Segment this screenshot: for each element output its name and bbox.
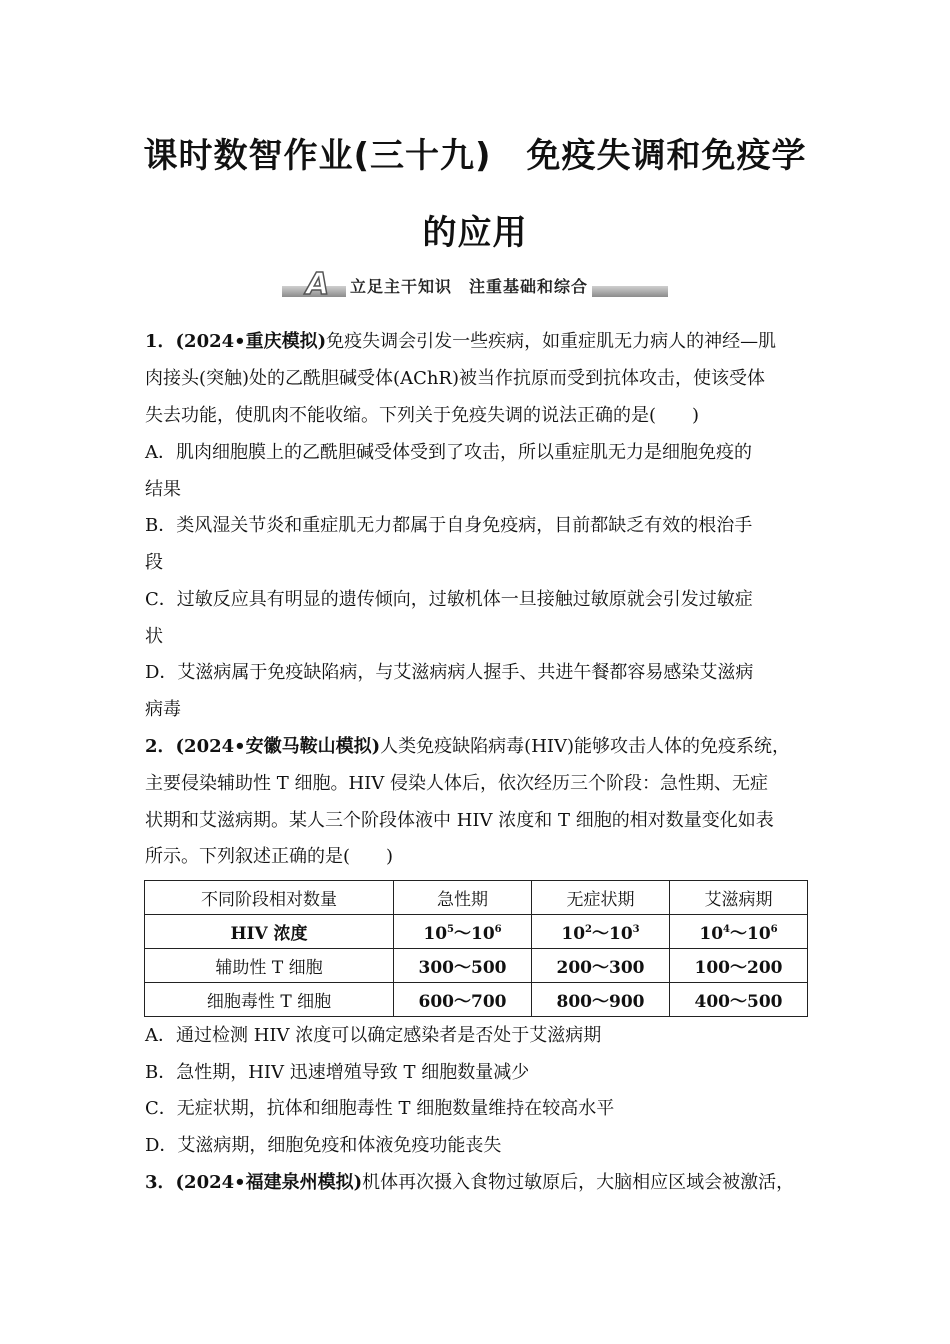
table-header: 不同阶段相对数量 (145, 881, 394, 915)
q1-stem-2: 肉接头(突触)处的乙酰胆碱受体(AChR)被当作抗原而受到抗体攻击，使该受体 (145, 368, 766, 389)
section-a-badge: A (306, 267, 330, 302)
q3-number: 3． (145, 1172, 176, 1193)
q1-line-1 (145, 330, 776, 354)
page-title-line-2: 的应用 (422, 213, 528, 253)
table-cell: 100～200 (670, 949, 808, 983)
q2-stem-2: 主要侵染辅助性 T 细胞。HIV 侵染人体后，依次经历三个阶段：急性期、无症 (145, 773, 768, 794)
q2-stem-4: 所示。下列叙述正确的是( ) (145, 846, 394, 867)
banner-text: 立足主干知识 注重基础和综合 (346, 274, 592, 297)
q1-option-b: B．类风湿关节炎和重症肌无力都属于自身免疫病，目前都缺乏有效的根治手 (145, 515, 753, 536)
q1-option-d-cont: 病毒 (145, 699, 181, 720)
q2-option-b: B．急性期，HIV 迅速增殖导致 T 细胞数量减少 (145, 1062, 530, 1083)
q2-number: 2． (145, 736, 176, 757)
q2-stem-1: 人类免疫缺陷病毒(HIV)能够攻击人体的免疫系统， (380, 736, 791, 757)
row-label: 辅助性 T 细胞 (145, 949, 394, 983)
q3-stem-1: 机体再次摄入食物过敏原后，大脑相应区域会被激活， (362, 1172, 795, 1193)
q1-option-a-cont: 结果 (145, 479, 181, 500)
table-header: 急性期 (394, 881, 532, 915)
table-cell: $10^4\sim 10^6$ (670, 915, 808, 949)
q1-option-b-cont: 段 (145, 552, 163, 573)
table-header: 艾滋病期 (670, 881, 808, 915)
q3-source: (2024•福建泉州模拟) (175, 1172, 363, 1193)
q1-stem-3: 失去功能，使肌肉不能收缩。下列关于免疫失调的说法正确的是( ) (145, 405, 700, 426)
q2-option-a: A．通过检测 HIV 浓度可以确定感染者是否处于艾滋病期 (145, 1025, 602, 1046)
data-table (144, 880, 808, 1017)
q1-option-a: A．肌肉细胞膜上的乙酰胆碱受体受到了攻击，所以重症肌无力是细胞免疫的 (145, 442, 752, 463)
q2-line-1 (145, 735, 790, 759)
table-cell: 200～300 (532, 949, 670, 983)
table-cell: 400～500 (670, 983, 808, 1017)
page-title-line-1: 课时数智作业(三十九) 免疫失调和免疫学 (143, 136, 807, 176)
section-banner (282, 267, 668, 302)
table-cell: $10^2\sim 10^3$ (532, 915, 670, 949)
table-header: 无症状期 (532, 881, 670, 915)
q1-option-d: D．艾滋病属于免疫缺陷病，与艾滋病病人握手、共进午餐都容易感染艾滋病 (145, 662, 754, 683)
table-header-row (145, 881, 808, 915)
table-cell: $10^5\sim 10^6$ (394, 915, 532, 949)
q2-source: (2024•安徽马鞍山模拟) (175, 736, 381, 757)
q2-option-c: C．无症状期，抗体和细胞毒性 T 细胞数量维持在较高水平 (145, 1098, 615, 1119)
q1-number: 1． (145, 331, 176, 352)
q1-source: (2024•重庆模拟) (175, 331, 327, 352)
q1-option-c-cont: 状 (145, 626, 163, 647)
q1-option-c: C．过敏反应具有明显的遗传倾向，过敏机体一旦接触过敏原就会引发过敏症 (145, 589, 753, 610)
q1-stem-1: 免疫失调会引发一些疾病，如重症肌无力病人的神经—肌 (326, 331, 777, 352)
table-row (145, 915, 808, 949)
q2-option-d: D．艾滋病期，细胞免疫和体液免疫功能丧失 (145, 1135, 502, 1156)
table-cell: 800～900 (532, 983, 670, 1017)
q2-stem-3: 状期和艾滋病期。某人三个阶段体液中 HIV 浓度和 T 细胞的相对数量变化如表 (145, 810, 774, 831)
table-row (145, 949, 808, 983)
row-label: 细胞毒性 T 细胞 (145, 983, 394, 1017)
table-cell: 300～500 (394, 949, 532, 983)
row-label: HIV 浓度 (145, 915, 394, 949)
table-cell: 600～700 (394, 983, 532, 1017)
table-row (145, 983, 808, 1017)
q3-line-1 (145, 1171, 794, 1195)
